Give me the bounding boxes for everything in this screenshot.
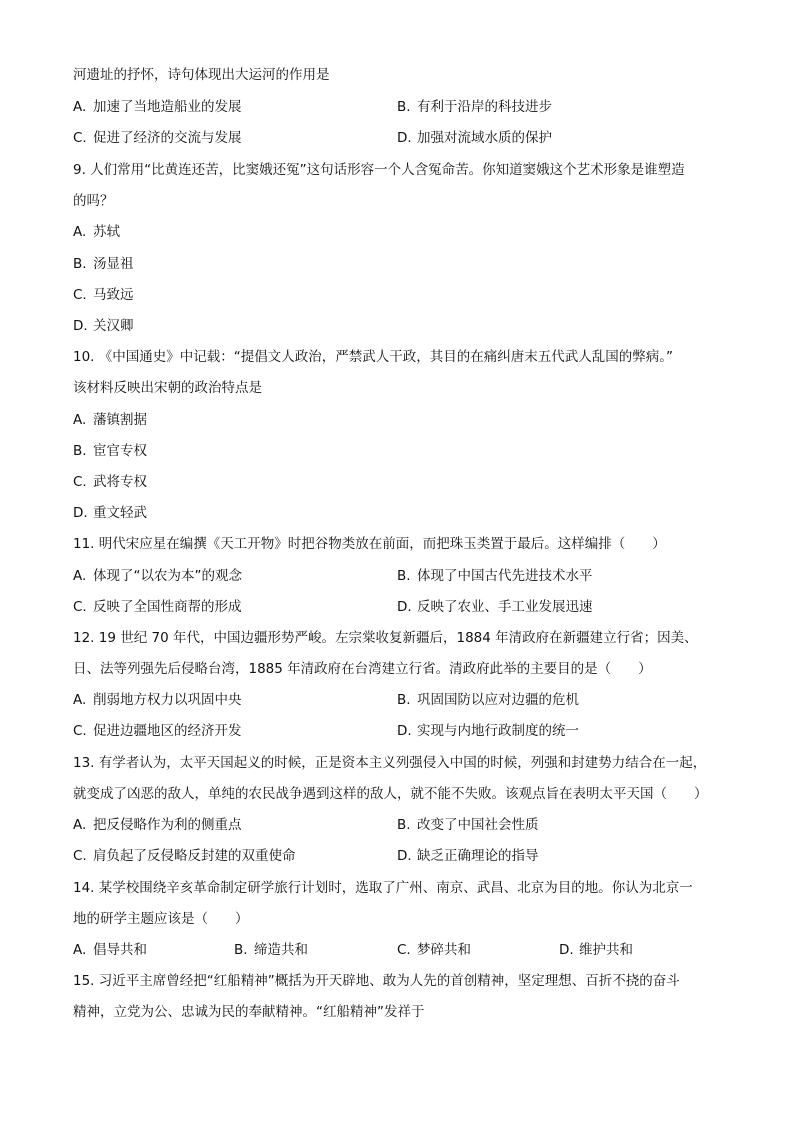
q10-option-b[interactable]: B. 宦官专权 bbox=[73, 443, 147, 459]
q13-option-d[interactable]: D. 缺乏正确理论的指导 bbox=[397, 848, 539, 864]
q10-option-a[interactable]: A. 藩镇割据 bbox=[73, 412, 147, 428]
q10-option-d[interactable]: D. 重文轻武 bbox=[73, 505, 147, 521]
q8-option-b[interactable]: B. 有利于沿岸的科技进步 bbox=[397, 99, 552, 115]
question-13-stem-line1: 13. 有学者认为，太平天国起义的时候，正是资本主义列强侵入中国的时候，列强和封建势力结合在一起， bbox=[73, 755, 707, 771]
question-9-stem-line1: 9. 人们常用“比黄连还苦，比窦娥还冤”这句话形容一个人含冤命苦。你知道窦娥这个艺术形象是谁塑造 bbox=[73, 162, 685, 178]
q9-option-c[interactable]: C. 马致远 bbox=[73, 287, 134, 303]
question-12-stem-line1: 12. 19 世纪 70 年代，中国边疆形势严峻。左宗棠收复新疆后，1884 年清政府在新疆建立行省；因美、 bbox=[73, 630, 698, 646]
q9-option-b[interactable]: B. 汤显祖 bbox=[73, 256, 134, 272]
question-13-stem-line2: 就变成了凶恶的敌人，单纯的农民战争遇到这样的敌人，就不能不失败。该观点旨在表明太平天国（ ） bbox=[73, 786, 708, 802]
q11-option-c[interactable]: C. 反映了全国性商帮的形成 bbox=[73, 599, 242, 615]
q14-option-b[interactable]: B. 缔造共和 bbox=[234, 942, 308, 958]
q12-option-a[interactable]: A. 削弱地方权力以巩固中央 bbox=[73, 692, 242, 708]
question-14-stem-line1: 14. 某学校围绕辛亥革命制定研学旅行计划时，选取了广州、南京、武昌、北京为目的地。你认为北京一 bbox=[73, 880, 693, 896]
q14-option-a[interactable]: A. 倡导共和 bbox=[73, 942, 147, 958]
q13-option-a[interactable]: A. 把反侵略作为利的侧重点 bbox=[73, 817, 242, 833]
question-15-stem-line2: 精神，立党为公、忠诚为民的奉献精神。“红船精神”发祥于 bbox=[73, 1004, 425, 1020]
question-15-stem-line1: 15. 习近平主席曾经把“红船精神”概括为开天辟地、敢为人先的首创精神，坚定理想、百折不挠的奋斗 bbox=[73, 973, 680, 989]
q11-option-b[interactable]: B. 体现了中国古代先进技术水平 bbox=[397, 568, 593, 584]
q14-option-d[interactable]: D. 维护共和 bbox=[559, 942, 633, 958]
q13-option-b[interactable]: B. 改变了中国社会性质 bbox=[397, 817, 539, 833]
question-14-stem-line2: 地的研学主题应该是（ ） bbox=[73, 911, 249, 927]
question-9-stem-line2: 的吗？ bbox=[73, 193, 114, 209]
q12-option-b[interactable]: B. 巩固国防以应对边疆的危机 bbox=[397, 692, 579, 708]
q9-option-a[interactable]: A. 苏轼 bbox=[73, 224, 120, 240]
q13-option-c[interactable]: C. 肩负起了反侵略反封建的双重使命 bbox=[73, 848, 296, 864]
q11-option-a[interactable]: A. 体现了“以农为本”的观念 bbox=[73, 568, 242, 584]
q14-option-c[interactable]: C. 梦碎共和 bbox=[397, 942, 471, 958]
question-10-stem-line1: 10. 《中国通史》中记载：“提倡文人政治，严禁武人干政，其目的在痛纠唐末五代武人乱国的弊病。” bbox=[73, 349, 673, 365]
q8-option-d[interactable]: D. 加强对流域水质的保护 bbox=[397, 130, 552, 146]
question-11-stem: 11. 明代宋应星在编撰《天工开物》时把谷物类放在前面，而把珠玉类置于最后。这样编排（ ） bbox=[73, 536, 666, 552]
q9-option-d[interactable]: D. 关汉卿 bbox=[73, 318, 134, 334]
q10-option-c[interactable]: C. 武将专权 bbox=[73, 474, 147, 490]
question-12-stem-line2: 日、法等列强先后侵略台湾，1885 年清政府在台湾建立行省。清政府此举的主要目的是（ ） bbox=[73, 661, 652, 677]
question-10-stem-line2: 该材料反映出宋朝的政治特点是 bbox=[73, 380, 262, 396]
q12-option-c[interactable]: C. 促进边疆地区的经济开发 bbox=[73, 723, 242, 739]
question-8-stem-tail: 河遗址的抒怀，诗句体现出大运河的作用是 bbox=[73, 67, 330, 83]
q8-option-c[interactable]: C. 促进了经济的交流与发展 bbox=[73, 130, 242, 146]
q12-option-d[interactable]: D. 实现与内地行政制度的统一 bbox=[397, 723, 579, 739]
q11-option-d[interactable]: D. 反映了农业、手工业发展迅速 bbox=[397, 599, 593, 615]
q8-option-a[interactable]: A. 加速了当地造船业的发展 bbox=[73, 99, 242, 115]
